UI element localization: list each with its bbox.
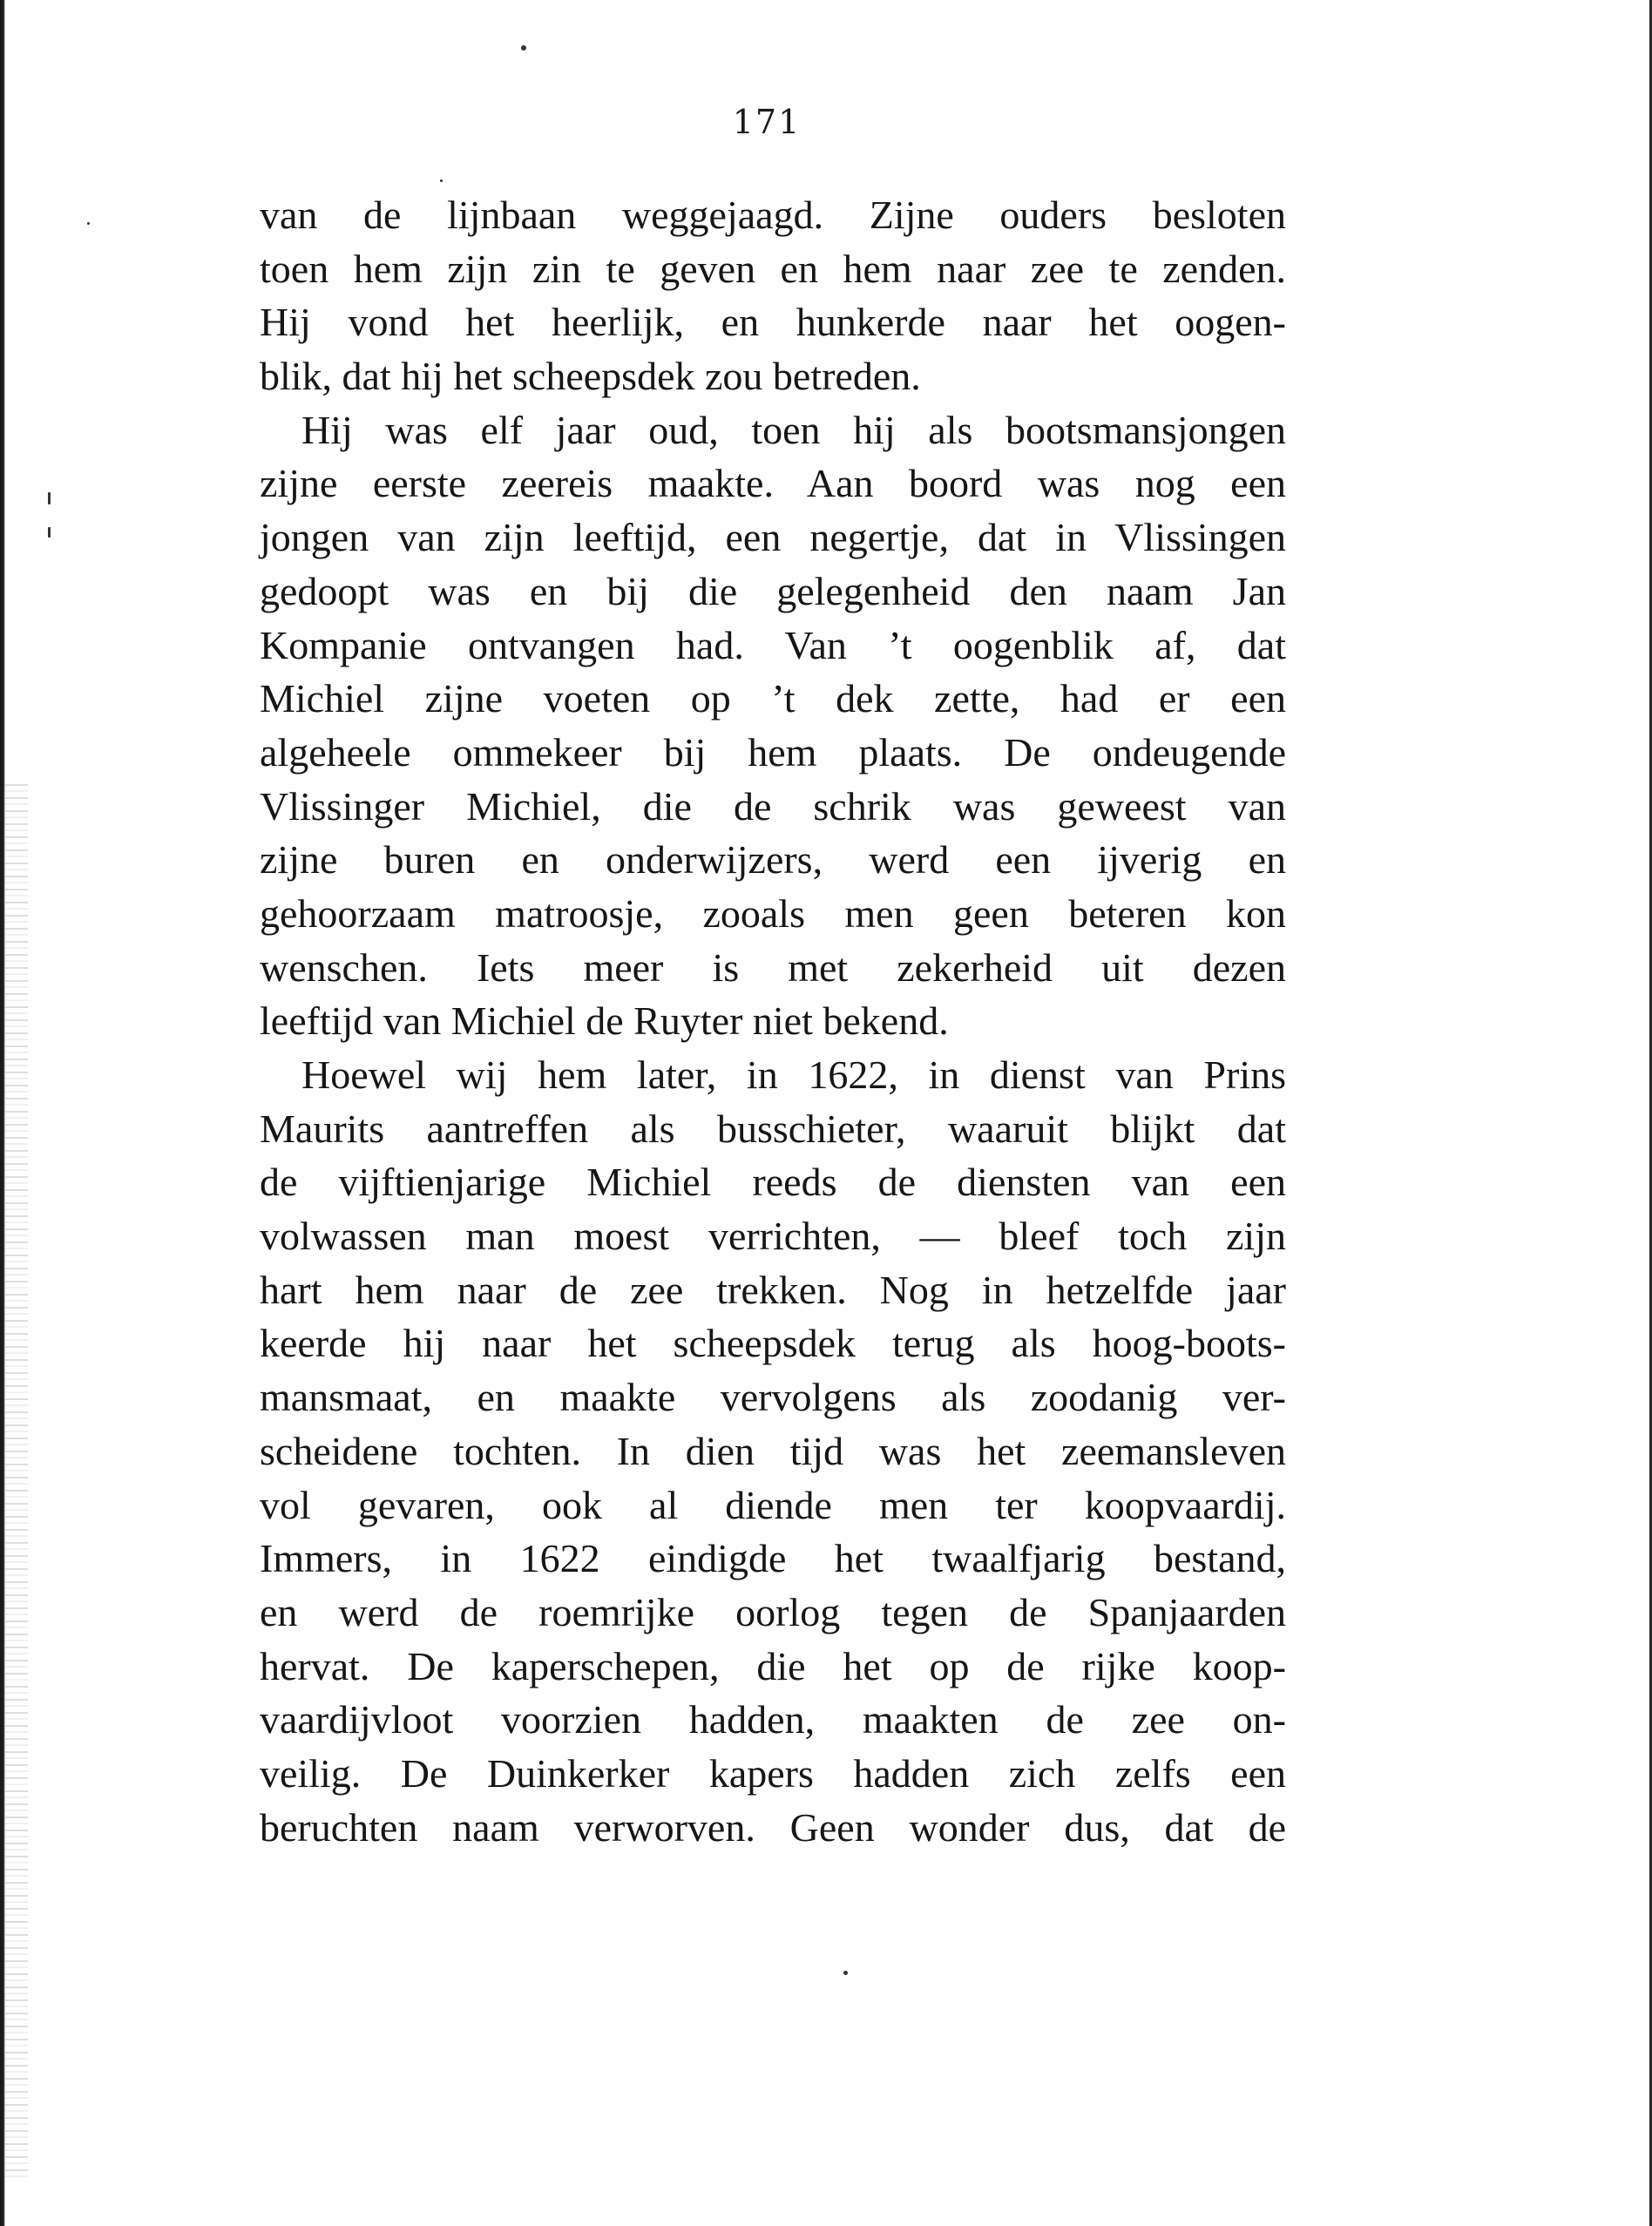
text-line: en werd de roemrijke oorlog tegen de Spanjaarden [260, 1589, 1286, 1634]
text-line: zijne buren en onderwijzers, werd een ijverig en [260, 837, 1286, 883]
scan-noise-left [5, 784, 28, 2178]
text-line: mansmaat, en maakte vervolgens als zoodanig ver- [260, 1375, 1286, 1420]
text-line: veilig. De Duinkerker kapers hadden zich zelfs een [260, 1750, 1286, 1796]
text-line: hart hem naar de zee trekken. Nog in hetzelfde jaar [260, 1267, 1286, 1312]
speck [843, 1971, 848, 1975]
text-line: hervat. De kaperschepen, die het op de rijke koop- [260, 1643, 1286, 1688]
text-line: zijne eerste zeereis maakte. Aan boord was nog een [260, 461, 1286, 506]
body-text [260, 188, 1286, 1854]
text-line: beruchten naam verworven. Geen wonder dus, dat de [260, 1804, 1286, 1850]
text-line: wenschen. Iets meer is met zekerheid uit dezen [260, 944, 1286, 990]
text-line: Vlissinger Michiel, die de schrik was geweest van [260, 783, 1286, 829]
text-line: Hoewel wij hem later, in 1622, in dienst van Prins [301, 1052, 1286, 1097]
text-line: scheidene tochten. In dien tijd was het zeemansleven [260, 1428, 1286, 1473]
text-line: van de lijnbaan weggejaagd. Zijne ouders besloten [260, 193, 1286, 237]
text-line: toen hem zijn zin te geven en hem naar zee te zenden. [260, 246, 1286, 291]
text-line: volwassen man moest verrichten, — bleef toch zijn [260, 1214, 1286, 1259]
speck [48, 492, 51, 504]
speck [440, 179, 443, 182]
speck [87, 222, 90, 225]
text-line: gedoopt was en bij die gelegenheid den naam Jan [260, 568, 1286, 613]
text-line: algeheele ommekeer bij hem plaats. De ondeugende [260, 729, 1286, 775]
text-line: vol gevaren, ook al diende men ter koopvaardij. [260, 1482, 1286, 1527]
text-line: Hij vond het heerlijk, en hunkerde naar het oogen- [260, 300, 1286, 345]
text-line: Maurits aantreffen als busschieter, waaruit blijkt dat [260, 1106, 1286, 1151]
text-line: blik, dat hij het scheepsdek zou betreden. [260, 354, 921, 399]
speck [48, 527, 51, 538]
text-line: Michiel zijne voeten op ’t dek zette, had er een [260, 676, 1286, 721]
text-line: keerde hij naar het scheepsdek terug als hoog-boots- [260, 1321, 1286, 1366]
text-line: gehoorzaam matroosje, zooals men geen beteren kon [260, 890, 1286, 936]
text-line: jongen van zijn leeftijd, een negertje, dat in Vlissingen [260, 515, 1286, 560]
text-line: leeftijd van Michiel de Ruyter niet bekend. [260, 998, 949, 1044]
text-line: Hij was elf jaar oud, toen hij als bootsmansjongen [301, 407, 1286, 452]
speck [521, 45, 526, 51]
text-line: de vijftienjarige Michiel reeds de diensten van een [260, 1160, 1286, 1205]
text-line: Immers, in 1622 eindigde het twaalfjarig bestand, [260, 1536, 1286, 1581]
text-line: vaardijvloot voorzien hadden, maakten de zee on- [260, 1697, 1286, 1742]
page-number: 171 [732, 103, 802, 141]
text-line: Kompanie ontvangen had. Van ’t oogenblik af, dat [260, 622, 1286, 667]
